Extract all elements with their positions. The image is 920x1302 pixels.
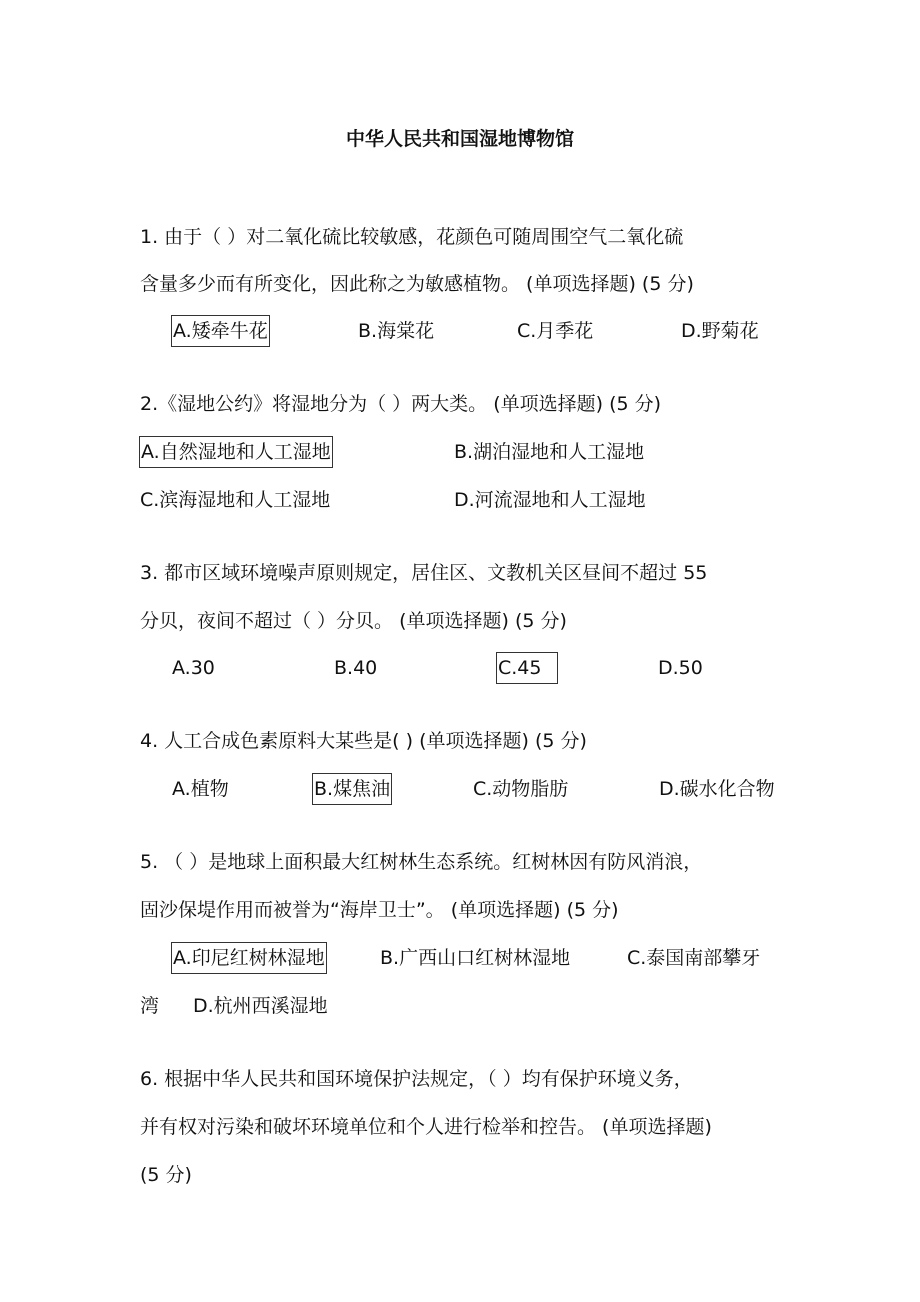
question-1-option-a-selected: A.矮牵牛花 [172, 316, 269, 346]
question-3-line-1: 3. 都市区域环境噪声原则规定，居住区、文教机关区昼间不超过 55 [140, 562, 708, 584]
question-3-option-c-selected: C.45 [497, 653, 557, 683]
question-1-option-d: D.野菊花 [681, 320, 759, 342]
question-3-option-d: D.50 [658, 657, 703, 679]
question-5-option-c: C.泰国南部攀牙 [627, 947, 761, 969]
question-5-option-d: D.杭州西溪湿地 [193, 995, 328, 1017]
question-4-option-c: C.动物脂肪 [473, 778, 569, 800]
question-5-option-b: B.广西山口红树林湿地 [380, 947, 571, 969]
document-title: 中华人民共和国湿地博物馆 [345, 128, 574, 150]
question-4-line-1: 4. 人工合成色素原料大某些是( ) (单项选择题) (5 分) [140, 730, 587, 752]
question-4-option-b-selected: B.煤焦油 [313, 774, 391, 804]
question-6-line-3: (5 分) [140, 1164, 192, 1186]
question-5-line-2: 固沙保堤作用而被誉为“海岸卫士”。 (单项选择题) (5 分) [140, 899, 619, 921]
question-3-option-a: A.30 [172, 657, 215, 679]
question-1-option-c: C.月季花 [517, 320, 594, 342]
question-5-option-a-selected: A.印尼红树林湿地 [172, 943, 326, 973]
question-2-option-a-selected: A.自然湿地和人工湿地 [140, 437, 332, 467]
question-1-option-b: B.海棠花 [358, 320, 435, 342]
question-4-option-d: D.碳水化合物 [659, 778, 775, 800]
question-6-line-2: 并有权对污染和破坏环境单位和个人进行检举和控告。 (单项选择题) [140, 1116, 712, 1138]
question-5-line-1: 5. （ ）是地球上面积最大红树林生态系统。红树林因有防风消浪， [140, 851, 703, 873]
question-2-line-1: 2.《湿地公约》将湿地分为（ ）两大类。 (单项选择题) (5 分) [140, 393, 662, 415]
question-4-option-a: A.植物 [172, 778, 229, 800]
question-6-line-1: 6. 根据中华人民共和国环境保护法规定，（ ）均有保护环境义务， [140, 1068, 693, 1090]
question-2-option-b: B.湖泊湿地和人工湿地 [454, 441, 645, 463]
question-3-line-2: 分贝，夜间不超过（ ）分贝。 (单项选择题) (5 分) [140, 610, 567, 632]
question-5-option-c-continued: 湾 [140, 995, 160, 1017]
question-2-option-c: C.滨海湿地和人工湿地 [140, 489, 331, 511]
question-1-line-2: 含量多少而有所变化，因此称之为敏感植物。 (单项选择题) (5 分) [140, 273, 694, 295]
question-1-line-1: 1. 由于（ ）对二氧化硫比较敏感，花颜色可随周围空气二氧化硫 [140, 226, 684, 248]
question-2-option-d: D.河流湿地和人工湿地 [454, 489, 646, 511]
question-3-option-b: B.40 [334, 657, 378, 679]
